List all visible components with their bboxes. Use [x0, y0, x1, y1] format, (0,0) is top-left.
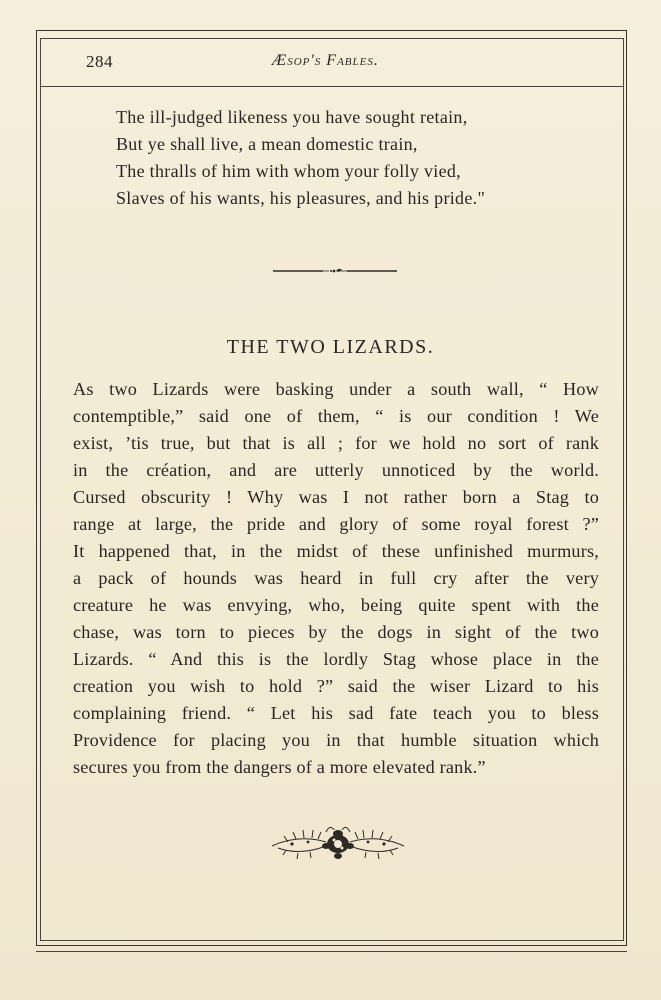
body-line: Cursed obscurity ! Why was I not rather born a Stag to	[73, 487, 599, 507]
body-line: in the création, and are utterly unnoticed by the world.	[73, 460, 599, 480]
body-line: It happened that, in the midst of these unfinished murmurs,	[73, 541, 599, 561]
rule-flourish-icon	[271, 264, 399, 278]
body-line: creature he was envying, who, being quite spent with the	[73, 595, 599, 615]
body-line: complaining friend. “ Let his sad fate teach you to bless	[73, 703, 599, 723]
page-border-bottom-rule	[36, 951, 627, 952]
fable-body	[73, 376, 599, 781]
verse-line: But ye shall live, a mean domestic train,	[116, 134, 418, 154]
body-line: chase, was torn to pieces by the dogs in sight of the two	[73, 622, 599, 642]
verse-line: The ill-judged likeness you have sought retain,	[116, 107, 468, 127]
page-number: 284	[86, 52, 113, 71]
body-line: contemptible,” said one of them, “ is our condition ! We	[73, 406, 599, 426]
fable-title: THE TWO LIZARDS.	[226, 336, 435, 358]
body-line: exist, ’tis true, but that is all ; for we hold no sort of rank	[73, 433, 599, 453]
verse-line: The thralls of him with whom your folly vied,	[116, 161, 461, 181]
floral-tailpiece-icon	[268, 820, 408, 864]
body-line: range at large, the pride and glory of some royal forest ?”	[73, 514, 599, 534]
verse-block	[116, 104, 576, 212]
body-line: creation you wish to hold ?” said the wiser Lizard to his	[73, 676, 599, 696]
body-line: Lizards. “ And this is the lordly Stag whose place in the	[73, 649, 599, 669]
body-line: a pack of hounds was heard in full cry after the very	[73, 568, 599, 588]
body-line: As two Lizards were basking under a south wall, “ How	[73, 379, 599, 399]
running-head: Æsop's Fables.	[272, 52, 379, 69]
body-line: secures you from the dangers of a more elevated rank.”	[73, 757, 486, 777]
header-rule	[40, 86, 624, 87]
verse-line: Slaves of his wants, his pleasures, and his pride."	[116, 188, 486, 208]
body-line: Providence for placing you in that humble situation which	[73, 730, 599, 750]
